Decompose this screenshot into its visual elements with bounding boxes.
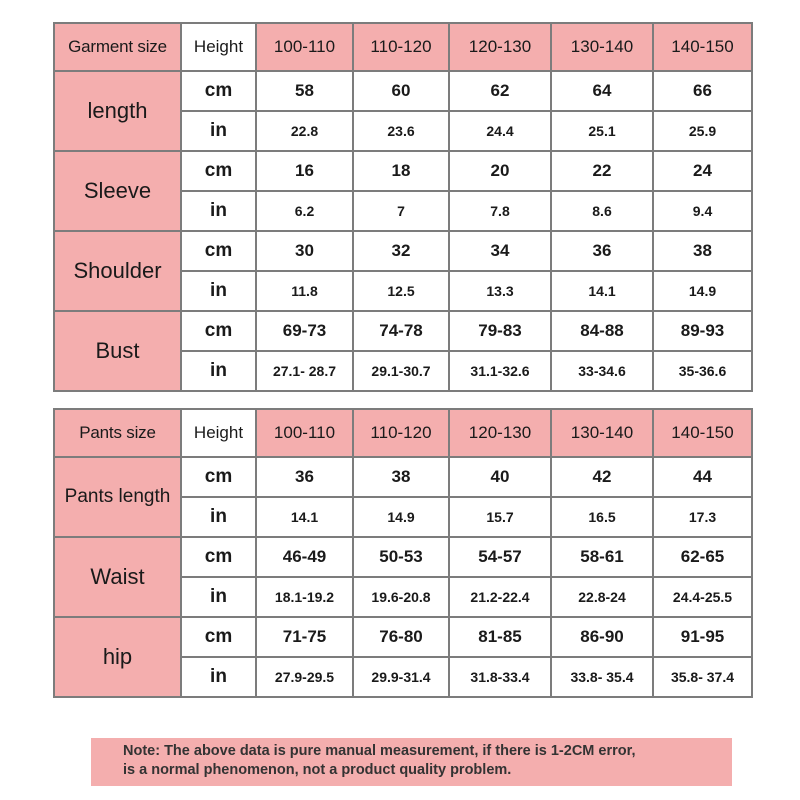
header-row — [54, 23, 752, 71]
value-cell: 25.1 — [551, 111, 653, 151]
size-range-header: 110-120 — [353, 409, 449, 457]
value-cell: 27.9-29.5 — [256, 657, 353, 697]
size-range-header: 100-110 — [256, 409, 353, 457]
value-cell: 8.6 — [551, 191, 653, 231]
value-cell: 23.6 — [353, 111, 449, 151]
value-cell: 29.1-30.7 — [353, 351, 449, 391]
value-cell: 86-90 — [551, 617, 653, 657]
value-cell: 74-78 — [353, 311, 449, 351]
value-cell: 14.1 — [551, 271, 653, 311]
value-cell: 79-83 — [449, 311, 551, 351]
unit-label-in: in — [181, 111, 256, 151]
value-cell: 64 — [551, 71, 653, 111]
value-cell: 60 — [353, 71, 449, 111]
value-cell: 71-75 — [256, 617, 353, 657]
size-range-header: 130-140 — [551, 409, 653, 457]
value-cell: 20 — [449, 151, 551, 191]
value-cell: 6.2 — [256, 191, 353, 231]
value-cell: 18 — [353, 151, 449, 191]
unit-label-in: in — [181, 577, 256, 617]
value-cell: 16.5 — [551, 497, 653, 537]
size-range-header: 120-130 — [449, 409, 551, 457]
size-range-header: 110-120 — [353, 23, 449, 71]
value-cell: 31.1-32.6 — [449, 351, 551, 391]
note-line-1: Note: The above data is pure manual measurement, if there is 1-2CM error, — [123, 743, 636, 759]
unit-label-cm: cm — [181, 311, 256, 351]
value-cell: 42 — [551, 457, 653, 497]
value-cell: 35-36.6 — [653, 351, 752, 391]
pants-size-table — [53, 408, 753, 698]
value-cell: 7 — [353, 191, 449, 231]
value-cell: 13.3 — [449, 271, 551, 311]
value-cell: 91-95 — [653, 617, 752, 657]
unit-label-in: in — [181, 657, 256, 697]
measurement-name: Pants length — [54, 457, 181, 537]
value-cell: 17.3 — [653, 497, 752, 537]
value-cell: 40 — [449, 457, 551, 497]
value-cell: 16 — [256, 151, 353, 191]
value-cell: 24.4-25.5 — [653, 577, 752, 617]
value-cell: 50-53 — [353, 537, 449, 577]
size-range-header: 130-140 — [551, 23, 653, 71]
value-cell: 27.1- 28.7 — [256, 351, 353, 391]
value-cell: 29.9-31.4 — [353, 657, 449, 697]
header-row — [54, 409, 752, 457]
value-cell: 14.1 — [256, 497, 353, 537]
measurement-row — [54, 311, 752, 351]
value-cell: 25.9 — [653, 111, 752, 151]
value-cell: 44 — [653, 457, 752, 497]
value-cell: 22.8-24 — [551, 577, 653, 617]
note-line-2: is a normal phenomenon, not a product quality problem. — [123, 762, 512, 778]
value-cell: 58 — [256, 71, 353, 111]
unit-label-in: in — [181, 191, 256, 231]
value-cell: 22.8 — [256, 111, 353, 151]
value-cell: 54-57 — [449, 537, 551, 577]
size-range-header: 120-130 — [449, 23, 551, 71]
unit-label-cm: cm — [181, 537, 256, 577]
value-cell: 11.8 — [256, 271, 353, 311]
value-cell: 76-80 — [353, 617, 449, 657]
unit-label-cm: cm — [181, 151, 256, 191]
value-cell: 33-34.6 — [551, 351, 653, 391]
value-cell: 33.8- 35.4 — [551, 657, 653, 697]
value-cell: 18.1-19.2 — [256, 577, 353, 617]
value-cell: 38 — [653, 231, 752, 271]
measurement-row — [54, 151, 752, 191]
measurement-row — [54, 71, 752, 111]
value-cell: 34 — [449, 231, 551, 271]
value-cell: 24.4 — [449, 111, 551, 151]
value-cell: 15.7 — [449, 497, 551, 537]
value-cell: 30 — [256, 231, 353, 271]
measurement-name: Bust — [54, 311, 181, 391]
unit-label-in: in — [181, 497, 256, 537]
value-cell: 81-85 — [449, 617, 551, 657]
unit-label-in: in — [181, 271, 256, 311]
size-range-header: 100-110 — [256, 23, 353, 71]
value-cell: 36 — [256, 457, 353, 497]
measurement-name: Sleeve — [54, 151, 181, 231]
pants-size-title: Pants size — [54, 409, 181, 457]
value-cell: 14.9 — [653, 271, 752, 311]
value-cell: 35.8- 37.4 — [653, 657, 752, 697]
value-cell: 14.9 — [353, 497, 449, 537]
height-label: Height — [181, 409, 256, 457]
measurement-name: hip — [54, 617, 181, 697]
garment-size-title: Garment size — [54, 23, 181, 71]
value-cell: 7.8 — [449, 191, 551, 231]
value-cell: 69-73 — [256, 311, 353, 351]
value-cell: 38 — [353, 457, 449, 497]
value-cell: 58-61 — [551, 537, 653, 577]
measurement-row — [54, 537, 752, 577]
unit-label-in: in — [181, 351, 256, 391]
size-range-header: 140-150 — [653, 23, 752, 71]
value-cell: 62 — [449, 71, 551, 111]
measurement-note — [91, 738, 732, 786]
unit-label-cm: cm — [181, 71, 256, 111]
value-cell: 21.2-22.4 — [449, 577, 551, 617]
value-cell: 31.8-33.4 — [449, 657, 551, 697]
measurement-row — [54, 617, 752, 657]
measurement-row — [54, 231, 752, 271]
unit-label-cm: cm — [181, 617, 256, 657]
value-cell: 89-93 — [653, 311, 752, 351]
value-cell: 46-49 — [256, 537, 353, 577]
value-cell: 32 — [353, 231, 449, 271]
garment-size-table — [53, 22, 753, 392]
value-cell: 9.4 — [653, 191, 752, 231]
height-label: Height — [181, 23, 256, 71]
value-cell: 24 — [653, 151, 752, 191]
value-cell: 84-88 — [551, 311, 653, 351]
measurement-name: Shoulder — [54, 231, 181, 311]
value-cell: 36 — [551, 231, 653, 271]
measurement-row — [54, 457, 752, 497]
value-cell: 66 — [653, 71, 752, 111]
value-cell: 22 — [551, 151, 653, 191]
measurement-name: length — [54, 71, 181, 151]
value-cell: 19.6-20.8 — [353, 577, 449, 617]
value-cell: 62-65 — [653, 537, 752, 577]
unit-label-cm: cm — [181, 457, 256, 497]
size-range-header: 140-150 — [653, 409, 752, 457]
measurement-name: Waist — [54, 537, 181, 617]
unit-label-cm: cm — [181, 231, 256, 271]
value-cell: 12.5 — [353, 271, 449, 311]
